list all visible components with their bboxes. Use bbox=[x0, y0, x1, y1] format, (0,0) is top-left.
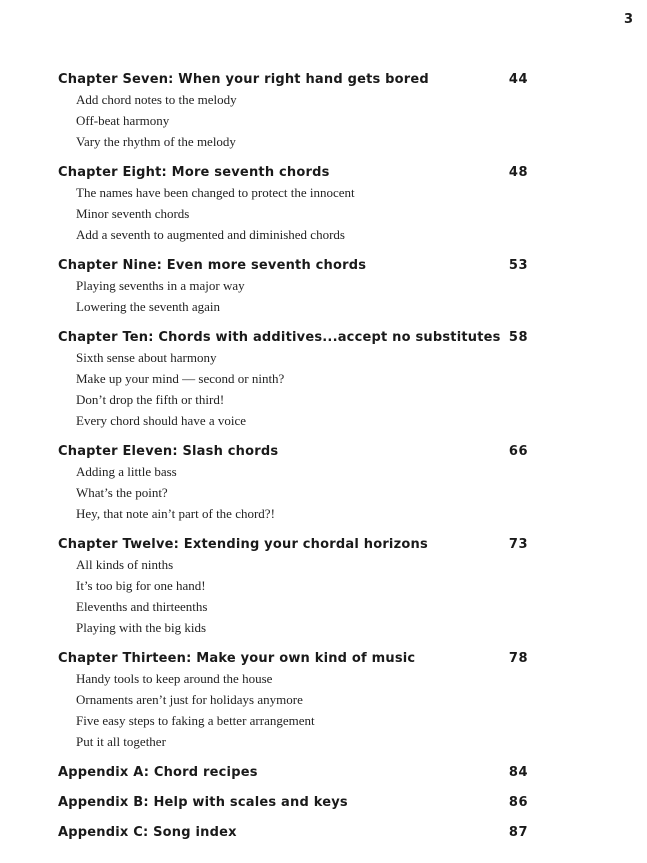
section-item: It’s too big for one hand! bbox=[76, 578, 206, 593]
appendix-heading-row bbox=[58, 793, 528, 812]
toc-chapter-ten bbox=[58, 328, 528, 431]
chapter-page-number: 48 bbox=[508, 165, 528, 180]
section-item: Add chord notes to the melody bbox=[76, 92, 237, 107]
section-item: Ornaments aren’t just for holidays anymore bbox=[76, 692, 303, 707]
chapter-page-number: 78 bbox=[508, 651, 528, 666]
chapter-title: Chapter Eleven: Slash chords bbox=[58, 444, 279, 459]
section-item: Put it all together bbox=[76, 734, 166, 749]
section-item: Playing with the big kids bbox=[76, 620, 206, 635]
section-item: Vary the rhythm of the melody bbox=[76, 134, 236, 149]
chapter-heading-row bbox=[58, 328, 528, 347]
appendix-title: Appendix B: Help with scales and keys bbox=[58, 795, 348, 810]
chapter-page-number: 73 bbox=[508, 537, 528, 552]
chapter-title: Chapter Eight: More seventh chords bbox=[58, 165, 330, 180]
toc-chapter-eight bbox=[58, 163, 528, 245]
chapter-title: Chapter Twelve: Extending your chordal horizons bbox=[58, 537, 428, 552]
section-item: Make up your mind — second or ninth? bbox=[76, 371, 285, 386]
chapter-heading-row bbox=[58, 649, 528, 668]
chapter-page-number: 58 bbox=[508, 330, 528, 345]
chapter-page-number: 66 bbox=[508, 444, 528, 459]
page-number: 3 bbox=[623, 12, 633, 27]
section-item: The names have been changed to protect the innocent bbox=[76, 185, 355, 200]
section-item: Off-beat harmony bbox=[76, 113, 170, 128]
table-of-contents bbox=[58, 70, 528, 853]
chapter-heading-row bbox=[58, 256, 528, 275]
toc-chapter-thirteen bbox=[58, 649, 528, 752]
section-item: Add a seventh to augmented and diminished chords bbox=[76, 227, 345, 242]
section-item: Handy tools to keep around the house bbox=[76, 671, 273, 686]
chapter-title: Chapter Nine: Even more seventh chords bbox=[58, 258, 367, 273]
toc-chapter-eleven bbox=[58, 442, 528, 524]
toc-appendix-a bbox=[58, 763, 528, 782]
toc-chapter-twelve bbox=[58, 535, 528, 638]
section-item: Hey, that note ain’t part of the chord?! bbox=[76, 506, 275, 521]
section-item: Minor seventh chords bbox=[76, 206, 190, 221]
toc-appendix-b bbox=[58, 793, 528, 812]
section-item: Elevenths and thirteenths bbox=[76, 599, 208, 614]
section-item: Lowering the seventh again bbox=[76, 299, 221, 314]
chapter-page-number: 53 bbox=[508, 258, 528, 273]
appendix-page-number: 87 bbox=[508, 825, 528, 840]
toc-appendix-c bbox=[58, 823, 528, 842]
appendix-heading-row bbox=[58, 763, 528, 782]
chapter-heading-row bbox=[58, 70, 528, 89]
section-item: Adding a little bass bbox=[76, 464, 177, 479]
chapter-title: Chapter Seven: When your right hand gets bored bbox=[58, 72, 429, 87]
appendix-heading-row bbox=[58, 823, 528, 842]
section-item: Sixth sense about harmony bbox=[76, 350, 217, 365]
section-item: What’s the point? bbox=[76, 485, 168, 500]
appendix-page-number: 84 bbox=[508, 765, 528, 780]
section-item: Don’t drop the fifth or third! bbox=[76, 392, 225, 407]
chapter-title: Chapter Ten: Chords with additives...accept no substitutes bbox=[58, 330, 501, 345]
toc-chapter-nine bbox=[58, 256, 528, 317]
section-item: Playing sevenths in a major way bbox=[76, 278, 245, 293]
chapter-heading-row bbox=[58, 535, 528, 554]
appendix-title: Appendix C: Song index bbox=[58, 825, 237, 840]
section-item: Every chord should have a voice bbox=[76, 413, 247, 428]
section-item: Five easy steps to faking a better arrangement bbox=[76, 713, 315, 728]
toc-chapter-seven bbox=[58, 70, 528, 152]
chapter-title: Chapter Thirteen: Make your own kind of music bbox=[58, 651, 416, 666]
chapter-heading-row bbox=[58, 163, 528, 182]
appendix-title: Appendix A: Chord recipes bbox=[58, 765, 258, 780]
chapter-page-number: 44 bbox=[508, 72, 528, 87]
appendix-page-number: 86 bbox=[508, 795, 528, 810]
chapter-heading-row bbox=[58, 442, 528, 461]
section-item: All kinds of ninths bbox=[76, 557, 174, 572]
